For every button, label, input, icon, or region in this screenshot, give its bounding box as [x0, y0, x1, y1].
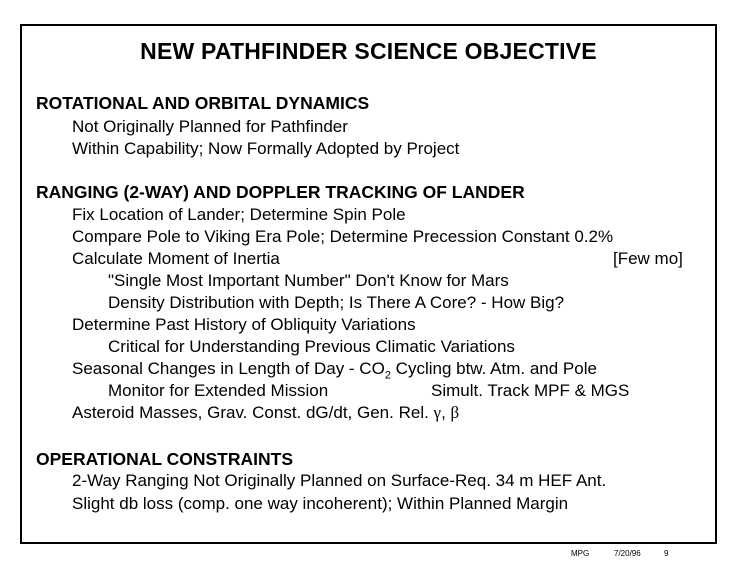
sub-bullet-monitor: Monitor for Extended Mission	[108, 381, 329, 400]
bullet-compare-pole: Compare Pole to Viking Era Pole; Determine Precession Constant 0.2%	[72, 227, 614, 246]
sub-bullet-simult-track: Simult. Track MPF & MGS	[431, 381, 630, 400]
bullet-not-planned: Not Originally Planned for Pathfinder	[72, 117, 348, 136]
footer-date: 7/20/96	[614, 549, 641, 558]
bullet-asteroid-masses	[72, 403, 459, 423]
bullet-within-capability: Within Capability; Now Formally Adopted by Project	[72, 139, 460, 158]
gamma-symbol: γ	[433, 403, 442, 422]
section-heading-operational: OPERATIONAL CONSTRAINTS	[36, 449, 293, 469]
footer-page-number: 9	[664, 549, 669, 558]
footer-author: MPG	[571, 549, 590, 558]
section-heading-rotational: ROTATIONAL AND ORBITAL DYNAMICS	[36, 93, 370, 113]
bullet-fix-location: Fix Location of Lander; Determine Spin Pole	[72, 205, 406, 224]
asteroid-text: Asteroid Masses, Grav. Const. dG/dt, Gen. Rel.	[72, 403, 434, 422]
beta-symbol: β	[450, 403, 460, 422]
section-heading-ranging: RANGING (2-WAY) AND DOPPLER TRACKING OF LANDER	[36, 182, 525, 202]
seasonal-text-suffix: Cycling btw. Atm. and Pole	[390, 359, 597, 378]
bullet-obliquity: Determine Past History of Obliquity Variations	[72, 315, 416, 334]
greek-separator: ,	[441, 403, 451, 422]
slide-title: NEW PATHFINDER SCIENCE OBJECTIVE	[140, 38, 597, 64]
few-months-note: [Few mo]	[613, 249, 683, 268]
sub-bullet-important-number: "Single Most Important Number" Don't Know for Mars	[108, 271, 509, 290]
sub-bullet-density: Density Distribution with Depth; Is There A Core? - How Big?	[108, 293, 565, 312]
bullet-moment-of-inertia: Calculate Moment of Inertia	[72, 249, 280, 268]
seasonal-text-prefix: Seasonal Changes in Length of Day - CO	[72, 359, 385, 378]
co2-subscript: 2	[384, 369, 391, 382]
bullet-two-way-ranging: 2-Way Ranging Not Originally Planned on Surface-Req. 34 m HEF Ant.	[72, 471, 607, 490]
sub-bullet-climatic: Critical for Understanding Previous Climatic Variations	[108, 337, 515, 356]
bullet-db-loss: Slight db loss (comp. one way incoherent); Within Planned Margin	[72, 494, 569, 513]
